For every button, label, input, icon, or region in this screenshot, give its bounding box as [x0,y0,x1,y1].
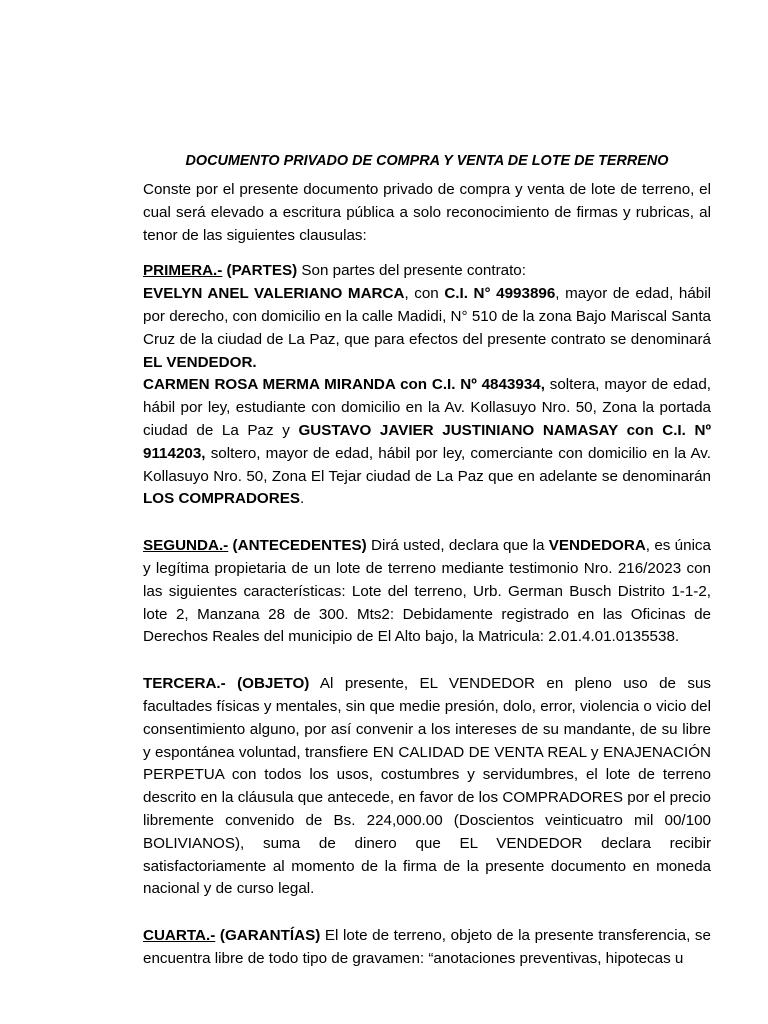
compradores-end: . [299,490,305,508]
compradores-text-1: soltera, mayor de edad, hábil por ley, estudiante con domicilio en la Av. Kollasuyo Nro. 50, Zona la portada ciudad de La Paz y [143,376,711,439]
clause-tercera-text: Al presente, EL VENDEDOR en pleno uso de sus facultades físicas y mentales, sin que medie presión, dolo, error, violencia o vicio del consentimiento alguno, por así convenir a los intereses de su mandante, de su libre y espontánea voluntad, transfiere EN CALIDAD DE VENTA REAL y ENAJENACIÓN PERPETUA con todos los usos, costumbres y servidumbres, el lote de terreno descrito en la cláusula que antecede, en favor de los COMPRADORES por el precio libremente convenido de Bs. 224,000.00 (Doscientos veinticuatro mil 00/100 BOLIVIANOS), suma de dinero que EL VENDEDOR declara recibir satisfactoriamente al momento de la firma de la presente documento en moneda nacional y de curso legal. [143,675,711,898]
compradores-role: LOS COMPRADORES [143,490,300,508]
vendedor-role: EL VENDEDOR. [143,353,257,371]
clause-primera-subheading: (PARTES) [226,262,298,280]
clause-segunda-text-2: , es única y legítima propietaria de un lote de terreno mediante testimonio Nro. 216/2023 con las siguientes características: Lote del terreno, Urb. German Busch Distrito 1-1-2, lote 2, Manzana 28 de 300. Mts2: Debidamente registrado en las Oficinas de Derechos Reales del municipio de El Alto bajo, la Matricula: 2.01.4.01.0135538. [143,537,711,646]
clause-segunda-heading: SEGUNDA.- [143,537,229,555]
party-compradores [143,374,711,511]
clause-segunda-subheading: (ANTECEDENTES) [232,537,367,555]
intro-paragraph: Conste por el presente documento privado de compra y venta de lote de terreno, el cual será elevado a escritura pública a solo reconocimiento de firmas y rubricas, al tenor de las siguientes clausulas: [143,181,711,244]
party-vendedor [143,283,711,374]
clause-tercera [143,673,711,901]
clause-segunda [143,535,711,649]
document-title: DOCUMENTO PRIVADO DE COMPRA Y VENTA DE LOTE DE TERRENO [185,153,669,169]
clause-cuarta [143,925,711,971]
clause-tercera-heading: TERCERA.- (OBJETO) [143,675,310,693]
vendedor-ci: C.I. N° 4993896 [444,285,556,303]
comprador-1-name: CARMEN ROSA MERMA MIRANDA con C.I. Nº 4843934, [143,376,545,394]
clause-segunda-text-1: Dirá usted, declara que la [366,537,549,555]
compradores-text-2: soltero, mayor de edad, hábil por ley, comerciante con domicilio en la Av. Kollasuyo Nro. 50, Zona El Tejar ciudad de La Paz que en adelante se denominarán [143,444,711,485]
vendedor-name: EVELYN ANEL VALERIANO MARCA [143,285,405,303]
clause-primera-text: Son partes del presente contrato: [301,262,526,280]
clause-primera [143,260,711,283]
clause-cuarta-subheading: (GARANTÍAS) [219,927,321,945]
document-body [143,149,711,971]
vendedor-text-1: , con [404,285,445,303]
vendedora-label: VENDEDORA [548,537,646,555]
vendedor-text-2: , mayor de edad, hábil por derecho, con domicilio en la calle Madidi, N° 510 de la zona Bajo Mariscal Santa Cruz de la ciudad de La Paz, que para efectos del presente contrato se denominará [143,285,711,348]
clause-cuarta-heading: CUARTA.- [143,927,216,945]
comprador-2-name: GUSTAVO JAVIER JUSTINIANO NAMASAY con C.I. Nº 9114203, [143,421,711,462]
clause-cuarta-text: El lote de terreno, objeto de la presente transferencia, se encuentra libre de todo tipo de gravamen: “anotaciones preventivas, hipotecas u [143,927,711,967]
clause-primera-heading: PRIMERA.- [143,262,223,280]
